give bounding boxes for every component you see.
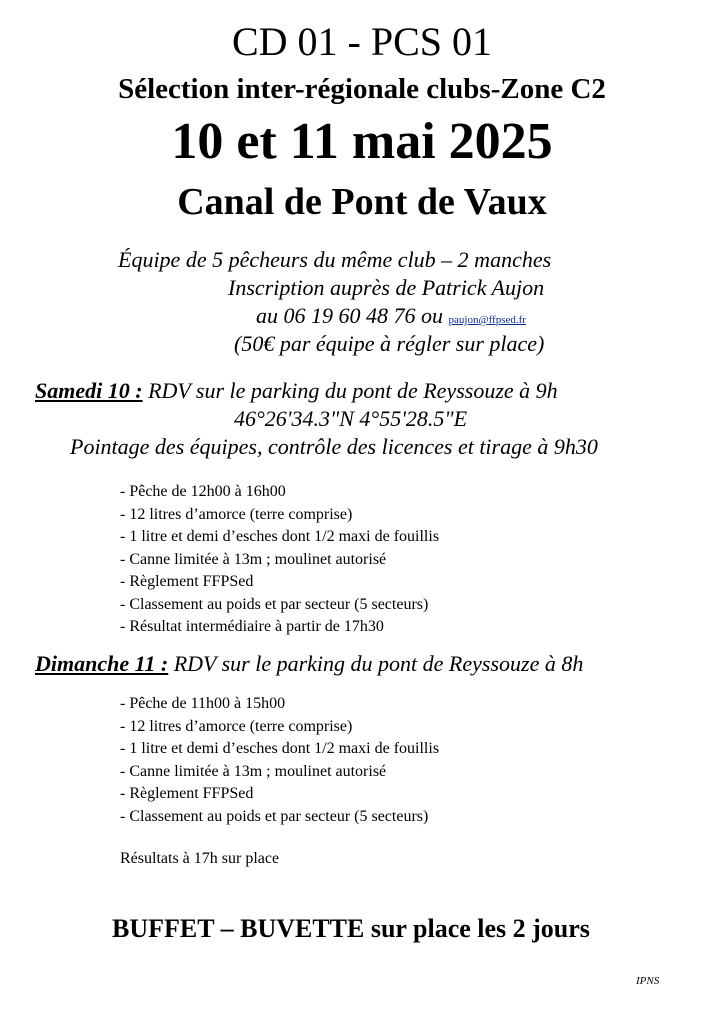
sunday-rules-list <box>120 693 439 828</box>
list-item: - 1 litre et demi d’esches dont 1/2 maxi de fouillis <box>120 740 440 757</box>
sunday-rdv: RDV sur le parking du pont de Reyssouze à 8h <box>173 651 584 676</box>
list-item: - Pêche de 11h00 à 15h00 <box>120 695 286 712</box>
fee-info: (50€ par équipe à régler sur place) <box>234 331 545 356</box>
sunday-rdv-line <box>35 651 583 677</box>
saturday-checkin: Pointage des équipes, contrôle des licences et tirage à 9h30 <box>70 434 598 459</box>
results-info: Résultats à 17h sur place <box>120 850 280 867</box>
list-item: - Résultat intermédiaire à partir de 17h30 <box>120 618 384 635</box>
list-item: - Canne limitée à 13m ; moulinet autorisé <box>120 550 387 568</box>
contact-line <box>256 303 526 329</box>
saturday-coordinates: 46°26'34.3"N 4°55'28.5"E <box>234 406 468 431</box>
list-item: - Règlement FFPSed <box>120 573 254 590</box>
phone-number: au 06 19 60 48 76 ou <box>256 303 443 328</box>
list-item: - 1 litre et demi d’esches dont 1/2 maxi de fouillis <box>120 528 440 545</box>
list-item: - 12 litres d’amorce (terre comprise) <box>120 717 353 735</box>
event-date: 10 et 11 mai 2025 <box>171 113 553 170</box>
header-subtitle: Sélection inter-régionale clubs-Zone C2 <box>118 73 606 105</box>
list-item: - 12 litres d’amorce (terre comprise) <box>120 505 353 523</box>
saturday-rules-list <box>120 481 439 639</box>
list-item: - Classement au poids et par secteur (5 secteurs) <box>120 595 429 613</box>
list-item: - Canne limitée à 13m ; moulinet autorisé <box>120 762 387 780</box>
list-item: - Règlement FFPSed <box>120 785 254 802</box>
buffet-banner: BUFFET – BUVETTE sur place les 2 jours <box>112 914 590 943</box>
list-item: - Classement au poids et par secteur (5 secteurs) <box>120 807 429 825</box>
saturday-rdv: RDV sur le parking du pont de Reyssouze à 9h <box>148 378 558 403</box>
sunday-label: Dimanche 11 : <box>35 651 169 676</box>
team-info: Équipe de 5 pêcheurs du même club – 2 manches <box>118 247 552 272</box>
event-location: Canal de Pont de Vaux <box>177 181 547 223</box>
email-link[interactable]: paujon@ffpsed.fr <box>448 314 526 326</box>
saturday-label: Samedi 10 : <box>35 378 143 403</box>
footer-ipns: IPNS <box>636 975 660 987</box>
saturday-rdv-line <box>35 378 558 404</box>
registration-info: Inscription auprès de Patrick Aujon <box>228 275 545 300</box>
list-item: - Pêche de 12h00 à 16h00 <box>120 483 286 500</box>
header-title: CD 01 - PCS 01 <box>231 19 493 64</box>
